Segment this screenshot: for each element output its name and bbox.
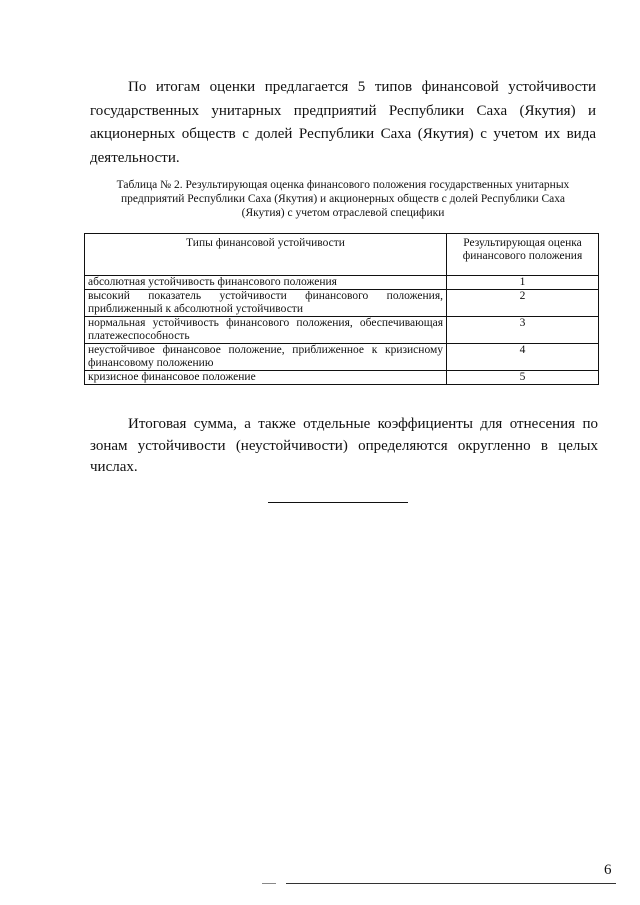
financial-stability-table [84, 233, 599, 385]
table-row [85, 371, 599, 385]
header-result-score: Результирующая оценка финансового положения [447, 234, 599, 276]
row-type-cell: неустойчивое финансовое положение, приближенное к кризисному финансовому положению [85, 344, 447, 371]
row-score-cell: 3 [447, 317, 599, 344]
row-score-cell: 5 [447, 371, 599, 385]
row-type-cell: кризисное финансовое положение [85, 371, 447, 385]
table-row [85, 276, 599, 290]
table-row [85, 317, 599, 344]
footer-dash [262, 883, 276, 884]
row-type-cell: высокий показатель устойчивости финансового положения, приближенный к абсолютной устойчивости [85, 290, 447, 317]
row-type-cell: абсолютная устойчивость финансового положения [85, 276, 447, 290]
table-header-row [85, 234, 599, 276]
header-stability-type: Типы финансовой устойчивости [85, 234, 447, 276]
row-type-cell: нормальная устойчивость финансового положения, обеспечивающая платежеспособность [85, 317, 447, 344]
footer-line [286, 883, 616, 884]
table-row [85, 344, 599, 371]
table-caption: Таблица № 2. Результирующая оценка финансового положения государственных унитарных предприятий Республики Саха (Якутия) и акционерных обществ с долей Республики Саха (Якутия) с учетом отраслевой специфики [116, 179, 570, 219]
intro-paragraph: По итогам оценки предлагается 5 типов финансовой устойчивости государственных унитарных предприятий Республики Саха (Якутия) и акционерных обществ с долей Республики Саха (Якутия) с учетом их вида деятельности. [90, 79, 596, 166]
row-score-cell: 2 [447, 290, 599, 317]
row-score-cell: 4 [447, 344, 599, 371]
final-paragraph: Итоговая сумма, а также отдельные коэффициенты для отнесения по зонам устойчивости (неустойчивости) определяются округленно в целых числах. [90, 416, 598, 475]
row-score-cell: 1 [447, 276, 599, 290]
separator-line [268, 502, 408, 503]
table-row [85, 290, 599, 317]
page-number: 6 [604, 862, 612, 878]
